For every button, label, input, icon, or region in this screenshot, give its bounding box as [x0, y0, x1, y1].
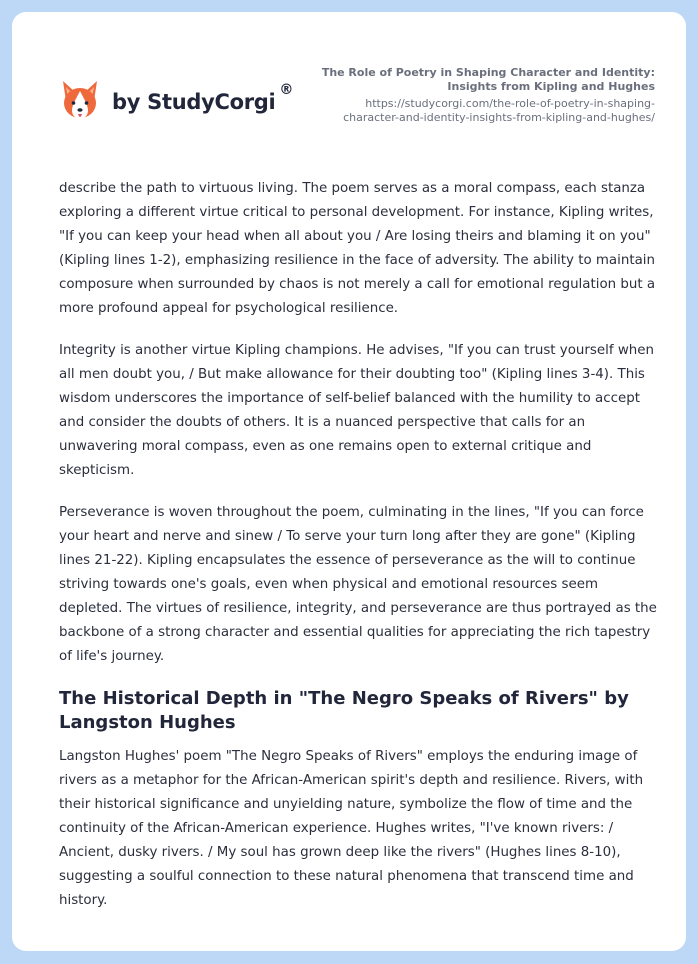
studycorgi-logo[interactable]	[60, 76, 293, 124]
document-page	[12, 12, 686, 951]
body-paragraph: Integrity is another virtue Kipling champions. He advises, "If you can trust yourself when all men doubt you, / But make allowance for their doubting too" (Kipling lines 3-4). This wisdom underscores the importance of self-belief balanced with the humility to accept and consider the doubts of others. It is a nuanced perspective that calls for an unwavering moral compass, even as one remains open to external critique and skepticism.	[59, 343, 654, 478]
corgi-icon	[60, 77, 100, 123]
body-paragraph: describe the path to virtuous living. The poem serves as a moral compass, each stanza exploring a different virtue critical to personal development. For instance, Kipling writes, "If you can keep your head when all about you / Are losing theirs and blaming it on you" (Kipling lines 1-2), emphasizing resilience in the face of adversity. The ability to maintain composure when surrounded by chaos is not merely a call for emotional regulation but a more profound appeal for psychological resilience.	[59, 181, 656, 316]
registered-mark: ®	[279, 82, 294, 98]
body-paragraph: Perseverance is woven throughout the poem, culminating in the lines, "If you can force your heart and nerve and sinew / To serve your turn long after they are gone" (Kipling lines 21-22). Kipling encapsulates the essence of perseverance as the will to continue striving towards one's goals, even when physical and emotional resources seem depleted. The virtues of resilience, integrity, and perseverance are thus portrayed as the backbone of a strong character and essential qualities for appreciating the rich tapestry of life's journey.	[59, 505, 657, 664]
document-title: The Role of Poetry in Shaping Character and Identity: Insights from Kipling and Hughes	[321, 66, 655, 93]
brand-name: by StudyCorgi	[112, 90, 276, 114]
section-heading: The Historical Depth in "The Negro Speaks of Rivers" by Langston Hughes	[59, 688, 629, 733]
document-meta	[315, 66, 655, 125]
document-body	[59, 177, 659, 931]
body-paragraph: Langston Hughes' poem "The Negro Speaks of Rivers" employs the enduring image of rivers as a metaphor for the African-American spirit's depth and resilience. Rivers, with their historical significance and unyielding nature, symbolize the flow of time and the continuity of the African-American experience. Hughes writes, "I've known rivers: / Ancient, dusky rivers. / My soul has grown deep like the rivers" (Hughes lines 8-10), suggesting a soulful connection to these natural phenomena that transcend time and history.	[59, 749, 644, 908]
page-header	[12, 12, 686, 142]
document-url[interactable]: https://studycorgi.com/the-role-of-poetry-in-shaping-character-and-identity-insights-from-kipling-and-hughes/	[343, 97, 655, 124]
